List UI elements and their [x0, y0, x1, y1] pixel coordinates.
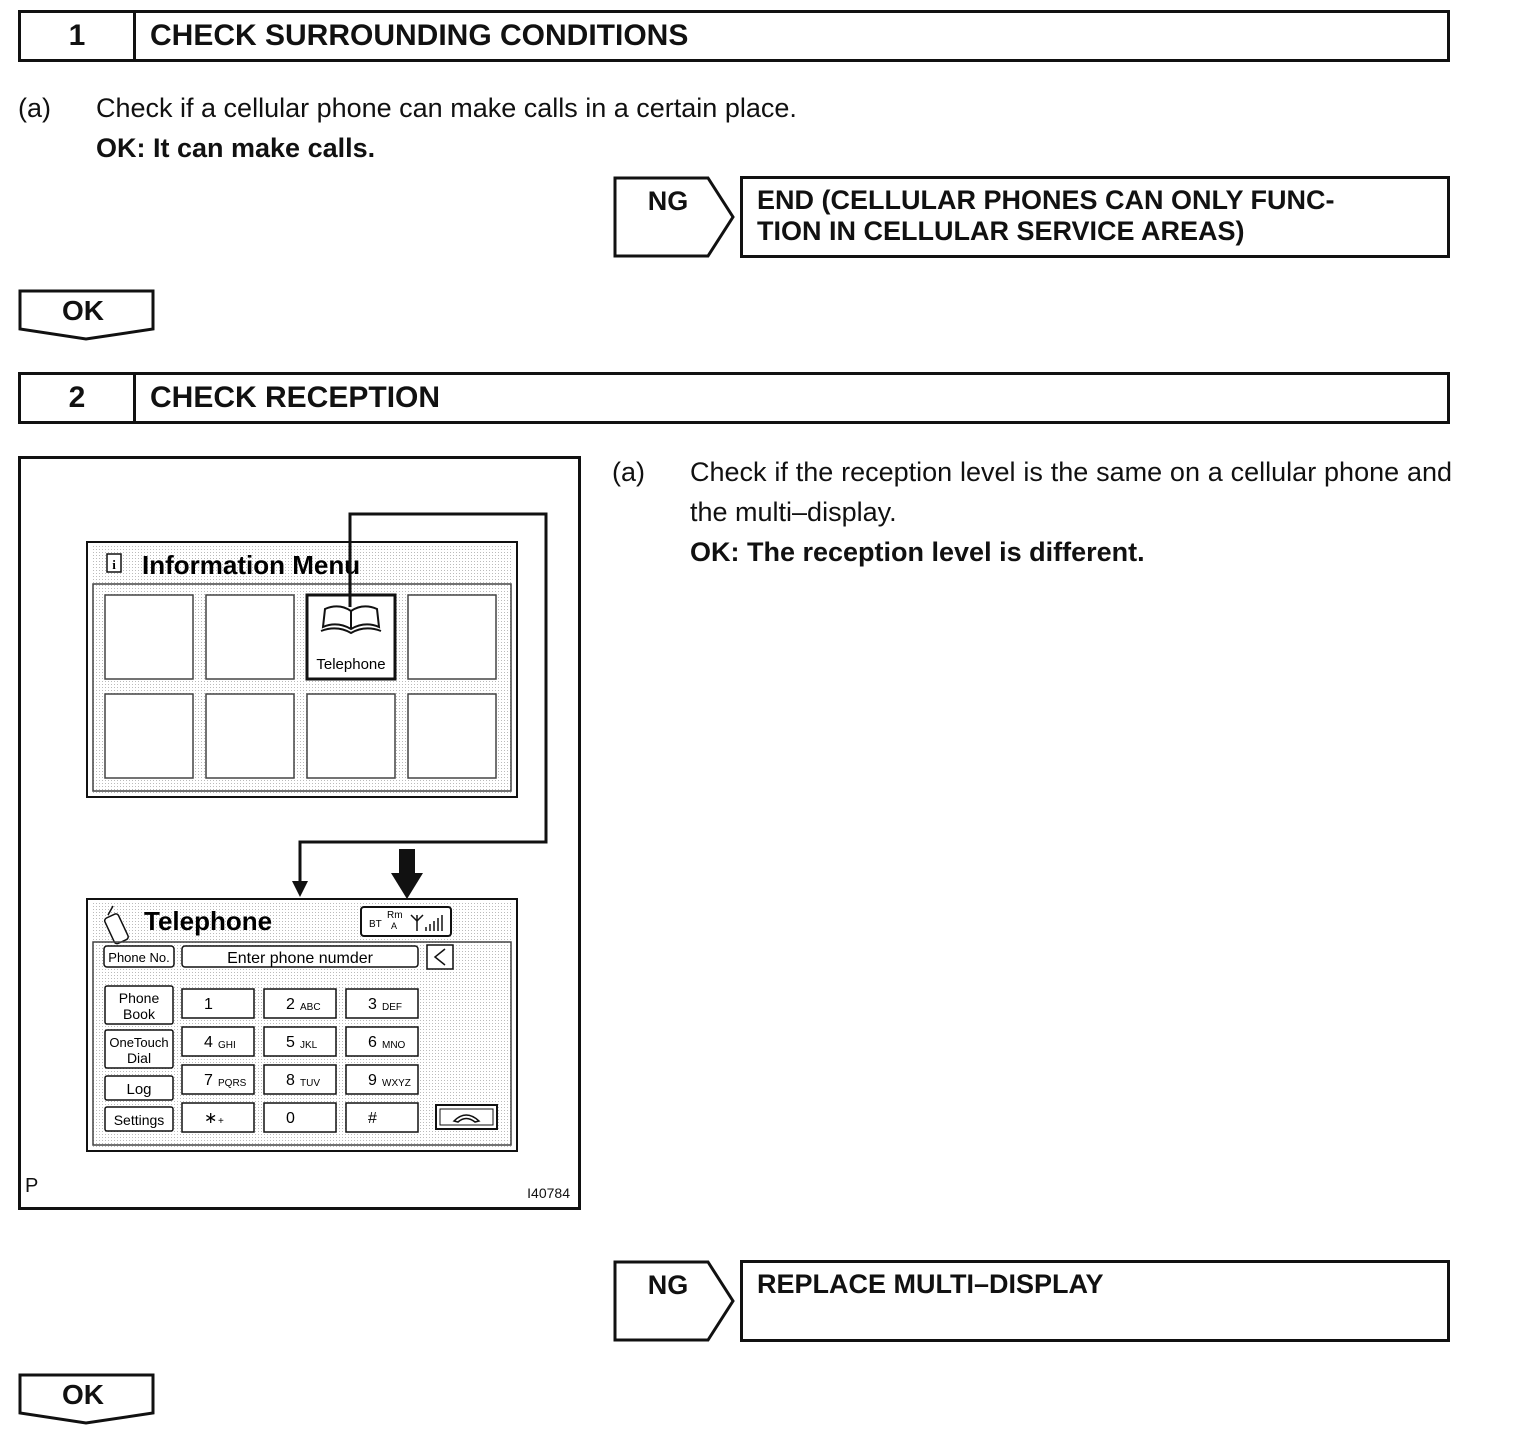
- key-number: 1: [204, 996, 213, 1013]
- illustration-drawing: [21, 459, 578, 1207]
- step-title: CHECK SURROUNDING CONDITIONS: [150, 19, 689, 52]
- ng-tag: [613, 176, 735, 258]
- key-number: ∗: [204, 1110, 218, 1127]
- reception-illustration: [18, 456, 581, 1210]
- menu-tile: [408, 595, 496, 679]
- keypad-key[interactable]: [264, 1027, 336, 1056]
- svg-text:Phone No.: Phone No.: [108, 950, 170, 965]
- keypad-key[interactable]: [182, 1103, 254, 1132]
- step-number: 1: [21, 13, 136, 59]
- ng-label: NG: [647, 1270, 689, 1300]
- item-label: (a): [612, 457, 645, 487]
- step-2-header: [18, 372, 1450, 424]
- keypad-key[interactable]: [264, 989, 336, 1018]
- svg-text:i: i: [112, 557, 116, 572]
- key-letters: JKL: [300, 1040, 318, 1051]
- key-number: 4: [204, 1034, 213, 1051]
- keypad-key[interactable]: [264, 1103, 336, 1132]
- key-number: 6: [368, 1034, 377, 1051]
- key-number: #: [368, 1110, 377, 1127]
- menu-tile: [307, 694, 395, 778]
- keypad-key[interactable]: [346, 1065, 418, 1094]
- key-letters: ABC: [300, 1002, 321, 1013]
- keypad-key[interactable]: [264, 1065, 336, 1094]
- keypad-key[interactable]: [346, 989, 418, 1018]
- svg-text:A: A: [391, 921, 398, 931]
- menu-tile: [105, 694, 193, 778]
- svg-text:Phone: Phone: [118, 990, 160, 1006]
- svg-text:Log: Log: [126, 1081, 152, 1098]
- step-1-header: [18, 10, 1450, 62]
- ok-condition: OK: It can make calls.: [96, 133, 376, 163]
- keypad-key[interactable]: [346, 1103, 418, 1132]
- menu-tile: [206, 595, 294, 679]
- figure-ref-letter: P: [25, 1175, 39, 1197]
- step-number: 2: [21, 375, 136, 421]
- key-number: 8: [286, 1072, 295, 1089]
- ng-label: NG: [647, 186, 689, 216]
- ng-result-box: [740, 176, 1450, 258]
- ng-result-line: [757, 185, 1433, 216]
- key-number: 3: [368, 996, 377, 1013]
- key-number: 0: [286, 1110, 295, 1127]
- ng-tag: [613, 1260, 735, 1342]
- reception-arrow: [399, 849, 415, 873]
- menu-tile: [105, 595, 193, 679]
- keypad-key[interactable]: [182, 1027, 254, 1056]
- key-number: 2: [286, 996, 295, 1013]
- figure-ref-id: I40784: [527, 1185, 570, 1201]
- keypad-key[interactable]: [182, 989, 254, 1018]
- step-2-item-a: [612, 452, 1452, 572]
- instruction-text: Check if a cellular phone can make calls in a certain place.: [96, 93, 797, 123]
- menu-tile: [206, 694, 294, 778]
- svg-text:Enter phone numder: Enter phone numder: [227, 950, 373, 967]
- ng-result-text: REPLACE MULTI–DISPLAY: [757, 1269, 1104, 1299]
- ok-tag: [18, 289, 156, 341]
- ok-tag: [18, 1373, 156, 1425]
- keypad-key[interactable]: [346, 1027, 418, 1056]
- svg-text:OneTouch: OneTouch: [109, 1035, 169, 1050]
- key-number: 5: [286, 1034, 295, 1051]
- svg-text:Dial: Dial: [126, 1050, 152, 1066]
- ok-label: OK: [62, 1379, 104, 1410]
- key-letters: MNO: [382, 1040, 406, 1051]
- key-letters: GHI: [218, 1040, 236, 1051]
- telephone-tile-label: Telephone: [316, 656, 386, 673]
- ng-result-text-2: TION IN CELLULAR SERVICE AREAS): [757, 216, 1245, 246]
- info-menu-title: Information Menu: [142, 550, 361, 580]
- step-1-item-a: [18, 88, 1018, 168]
- instruction-text: Check if the reception level is the same on a cellular phone and the multi–display.: [690, 457, 1452, 527]
- item-label: (a): [18, 93, 51, 123]
- key-letters: DEF: [382, 1002, 402, 1013]
- telephone-screen-title: Telephone: [144, 906, 273, 936]
- key-letters: +: [218, 1116, 224, 1127]
- ng-result-text: END (CELLULAR PHONES CAN ONLY FUNC-: [757, 185, 1335, 215]
- svg-text:Rm: Rm: [387, 910, 403, 921]
- menu-tile: [408, 694, 496, 778]
- key-letters: TUV: [300, 1078, 320, 1089]
- ok-condition: OK: The reception level is different.: [690, 537, 1145, 567]
- book-icon: [321, 606, 381, 633]
- key-letters: WXYZ: [382, 1078, 411, 1089]
- flow-arrowhead: [292, 881, 308, 897]
- svg-text:Settings: Settings: [113, 1112, 165, 1128]
- svg-text:Book: Book: [123, 1006, 155, 1022]
- ok-label: OK: [62, 295, 104, 326]
- backspace-button: [427, 945, 453, 969]
- key-letters: PQRS: [218, 1078, 247, 1089]
- step-title: CHECK RECEPTION: [150, 381, 441, 414]
- keypad-key[interactable]: [182, 1065, 254, 1094]
- key-number: 7: [204, 1072, 213, 1089]
- svg-text:BT: BT: [369, 919, 382, 930]
- key-number: 9: [368, 1072, 377, 1089]
- ng-result-box: [740, 1260, 1450, 1342]
